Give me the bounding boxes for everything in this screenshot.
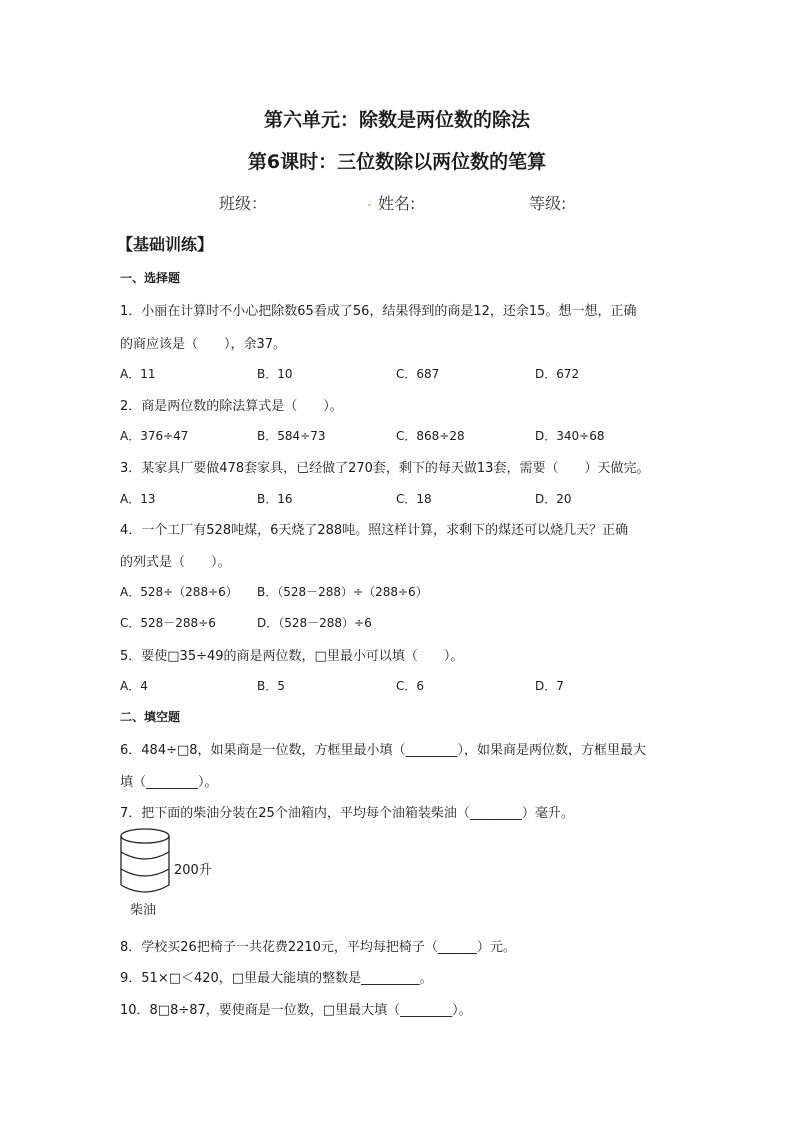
q3-option-d: D．20 xyxy=(535,492,572,506)
q3-option-a: A．13 xyxy=(120,492,156,506)
tank-label: 柴油 xyxy=(130,903,157,918)
q10: 10．8□8÷87，要使商是一位数，□里最大填（________）。 xyxy=(120,1003,472,1018)
q6-line1: 6．484÷□8，如果商是一位数，方框里最小填（________），如果商是两位数，方框里最大 xyxy=(120,743,647,758)
q4-option-d: D．（528－288）÷6 xyxy=(257,616,372,630)
part2-heading: 二、填空题 xyxy=(120,710,181,724)
q5-option-d: D．7 xyxy=(535,679,564,693)
grade-label: 等级: xyxy=(529,194,567,213)
q3-option-b: B．16 xyxy=(257,492,293,506)
q3-option-c: C．18 xyxy=(396,492,432,506)
q2-line1: 2．商是两位数的除法算式是（ ）。 xyxy=(120,399,343,414)
q2-option-b: B．584÷73 xyxy=(257,429,326,443)
q5-option-a: A．4 xyxy=(120,679,148,693)
class-label: 班级： xyxy=(219,194,268,213)
q4-option-c: C．528－288÷6 xyxy=(120,616,216,630)
q6-line2: 填（________）。 xyxy=(120,775,218,790)
q1-line1: 1．小丽在计算时不小心把除数65看成了56，结果得到的商是12，还余15。想一想，正确 xyxy=(120,304,637,319)
q2-option-c: C．868÷28 xyxy=(396,429,465,443)
q8: 8．学校买26把椅子一共花费2210元，平均每把椅子（______）元。 xyxy=(120,940,516,955)
part1-heading: 一、选择题 xyxy=(120,271,181,285)
page-title: 第六单元：除数是两位数的除法 xyxy=(263,109,530,131)
q2-option-a: A．376÷47 xyxy=(120,429,189,443)
oil-tank-icon xyxy=(118,827,172,895)
separator-dot: . xyxy=(367,191,373,210)
q5-option-c: C．6 xyxy=(396,679,425,693)
q1-option-b: B．10 xyxy=(257,367,293,381)
lesson-subtitle: 第6课时：三位数除以两位数的笔算 xyxy=(247,151,547,173)
q1-option-c: C．687 xyxy=(396,367,440,381)
q1-line2: 的商应该是（ ），余37。 xyxy=(120,337,287,352)
q2-option-d: D．340÷68 xyxy=(535,429,605,443)
q4-option-b: B．（528－288）÷（288÷6） xyxy=(257,585,428,599)
tank-volume: 200升 xyxy=(174,863,212,878)
q4-option-a: A．528÷（288÷6） xyxy=(120,585,238,599)
q3-line1: 3．某家具厂要做478套家具，已经做了270套，剩下的每天做13套，需要（ ）天做完。 xyxy=(120,461,650,476)
q9: 9．51×□＜420，□里最大能填的整数是_________。 xyxy=(120,971,433,986)
q1-option-d: D．672 xyxy=(535,367,580,381)
q7-line1: 7．把下面的柴油分装在25个油箱内，平均每个油箱装柴油（________）毫升。 xyxy=(120,806,574,821)
name-label: 姓名: xyxy=(378,194,416,213)
q4-line1: 4．一个工厂有528吨煤，6天烧了288吨。照这样计算，求剩下的煤还可以烧几天？正确 xyxy=(120,523,629,538)
q4-line2: 的列式是（ ）。 xyxy=(120,555,231,570)
section-heading: 【基础训练】 xyxy=(117,235,214,254)
q5-option-b: B．5 xyxy=(257,679,285,693)
q1-option-a: A．11 xyxy=(120,367,156,381)
q5-line1: 5．要使□35÷49的商是两位数，□里最小可以填（ ）。 xyxy=(120,649,464,664)
